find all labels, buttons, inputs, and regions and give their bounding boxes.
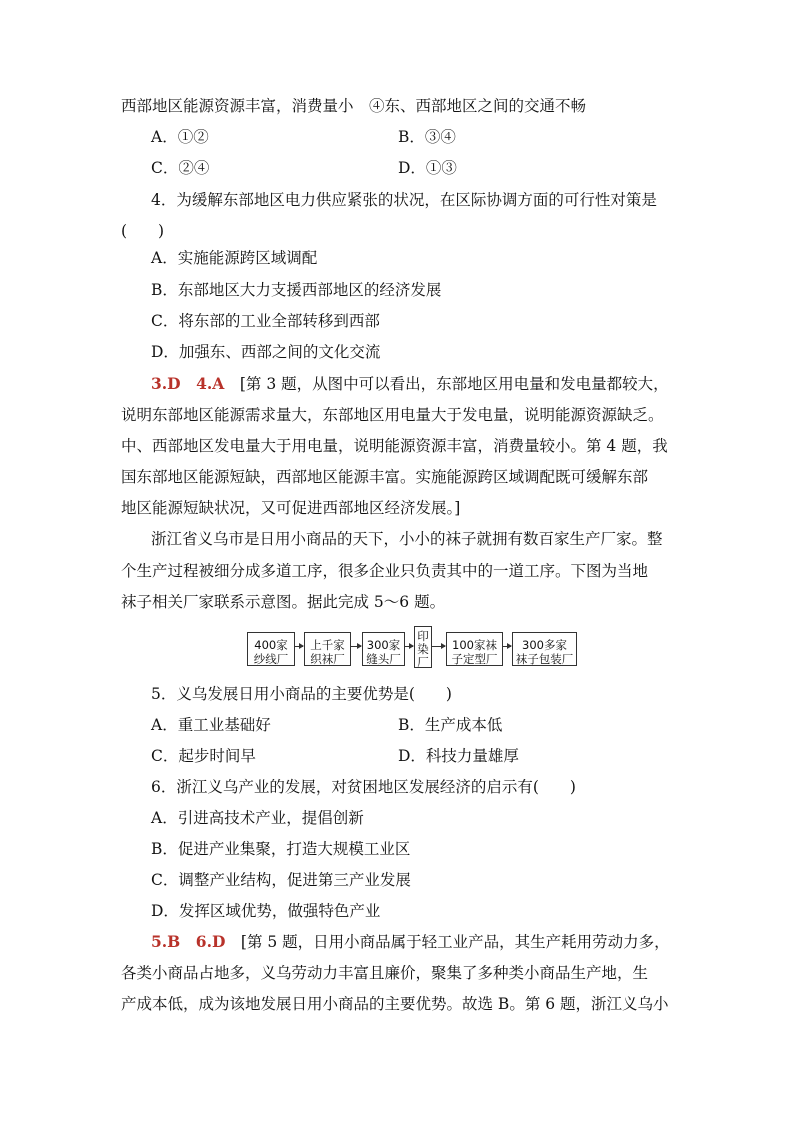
q5-option-b: B．生产成本低: [398, 716, 503, 734]
intro-paragraph-line: 个生产过程被细分成多道工序，很多企业只负责其中的一道工序。下图为当地: [121, 562, 649, 580]
q5-stem: 5．义乌发展日用小商品的主要优势是( ): [151, 685, 452, 703]
flow-box-text: 300多家: [522, 638, 567, 652]
flow-box-dyeing: [414, 626, 432, 668]
q6-option-b: B．促进产业集聚，打造大规模工业区: [151, 840, 411, 858]
q4-option-a: A．实施能源跨区域调配: [151, 249, 318, 267]
explanation-line: 国东部地区能源短缺，西部地区能源丰富。实施能源跨区域调配既可缓解东部: [121, 468, 649, 486]
q6-stem: 6．浙江义乌产业的发展，对贫困地区发展经济的启示有( ): [151, 778, 576, 796]
factory-flowchart: [247, 626, 577, 668]
flow-arrow: [432, 646, 445, 647]
flow-box-text: 染: [417, 642, 429, 656]
explanation-line: 地区能源短缺状况，又可促进西部地区经济发展。]: [121, 499, 461, 517]
q4-option-b: B．东部地区大力支援西部地区的经济发展: [151, 281, 442, 299]
flow-box-text: 印: [417, 629, 429, 643]
flow-arrow: [295, 646, 303, 647]
flow-box-text: 袜子包装厂: [515, 652, 574, 666]
flow-box-yarn: [247, 632, 295, 666]
q3-option-d: D．①③: [398, 159, 457, 177]
flow-box-text: 100家袜: [452, 638, 497, 652]
explanation-line: 各类小商品占地多，义乌劳动力丰富且廉价，聚集了多种类小商品生产地，生: [121, 964, 649, 982]
intro-paragraph-line: 浙江省义乌市是日用小商品的天下，小小的袜子就拥有数百家生产厂家。整: [151, 530, 663, 548]
answer-label: 3.D 4.A: [151, 374, 225, 393]
q5-option-c: C．起步时间早: [151, 747, 256, 765]
flow-box-text: 纱线厂: [253, 652, 289, 666]
flow-box-text: 300家: [366, 638, 401, 652]
q4-stem: 4．为缓解东部地区电力供应紧张的状况，在区际协调方面的可行性对策是: [151, 191, 657, 209]
explanation-text: [第 3 题，从图中可以看出，东部地区用电量和发电量都较大，: [224, 375, 669, 393]
flow-box-toe-sewing: [362, 632, 405, 666]
explanation-line: 说明东部地区能源需求量大，东部地区用电量大于发电量，说明能源资源缺乏。: [121, 406, 664, 424]
q4-option-c: C．将东部的工业全部转移到西部: [151, 312, 380, 330]
q4-paren: ( ): [121, 222, 165, 240]
q6-option-a: A．引进高技术产业，提倡创新: [151, 809, 364, 827]
flow-box-text: 织袜厂: [310, 652, 345, 666]
q4-option-d: D．加强东、西部之间的文化交流: [151, 343, 381, 361]
flow-box-text: 400家: [254, 638, 288, 652]
flow-arrow: [351, 646, 361, 647]
flow-box-shaping: [446, 632, 503, 666]
q6-option-d: D．发挥区域优势，做强特色产业: [151, 902, 381, 920]
intro-paragraph-line: 袜子相关厂家联系示意图。据此完成 5～6 题。: [121, 593, 446, 611]
q3-option-c: C．②④: [151, 159, 210, 177]
q6-option-c: C．调整产业结构，促进第三产业发展: [151, 871, 411, 889]
line-1: 西部地区能源资源丰富，消费量小 ④东、西部地区之间的交通不畅: [121, 97, 587, 115]
flow-box-knitting: [304, 632, 351, 666]
flow-arrow: [503, 646, 511, 647]
explanation-line: 中、西部地区发电量大于用电量，说明能源资源丰富，消费量较小。第 4 题，我: [121, 437, 668, 455]
explanation-line: 产成本低，成为该地发展日用小商品的主要优势。故选 B。第 6 题，浙江义乌小: [121, 995, 669, 1013]
flow-box-packaging: [512, 632, 577, 666]
answer-3-4: [151, 373, 669, 395]
flow-arrow: [405, 646, 413, 647]
flow-box-text: 厂: [417, 655, 429, 669]
q5-option-a: A．重工业基础好: [151, 716, 271, 734]
explanation-text: [第 5 题，日用小商品属于轻工业产品，其生产耗用劳动力多，: [225, 933, 670, 951]
flow-box-text: 子定型厂: [451, 652, 498, 666]
q3-option-b: B．③④: [398, 128, 456, 146]
flow-box-text: 缝头厂: [366, 652, 401, 666]
answer-label: 5.B 6.D: [151, 932, 226, 951]
q3-option-a: A．①②: [151, 128, 209, 146]
answer-5-6: [151, 931, 670, 953]
flow-box-text: 上千家: [310, 638, 345, 652]
q5-option-d: D．科技力量雄厚: [398, 747, 519, 765]
